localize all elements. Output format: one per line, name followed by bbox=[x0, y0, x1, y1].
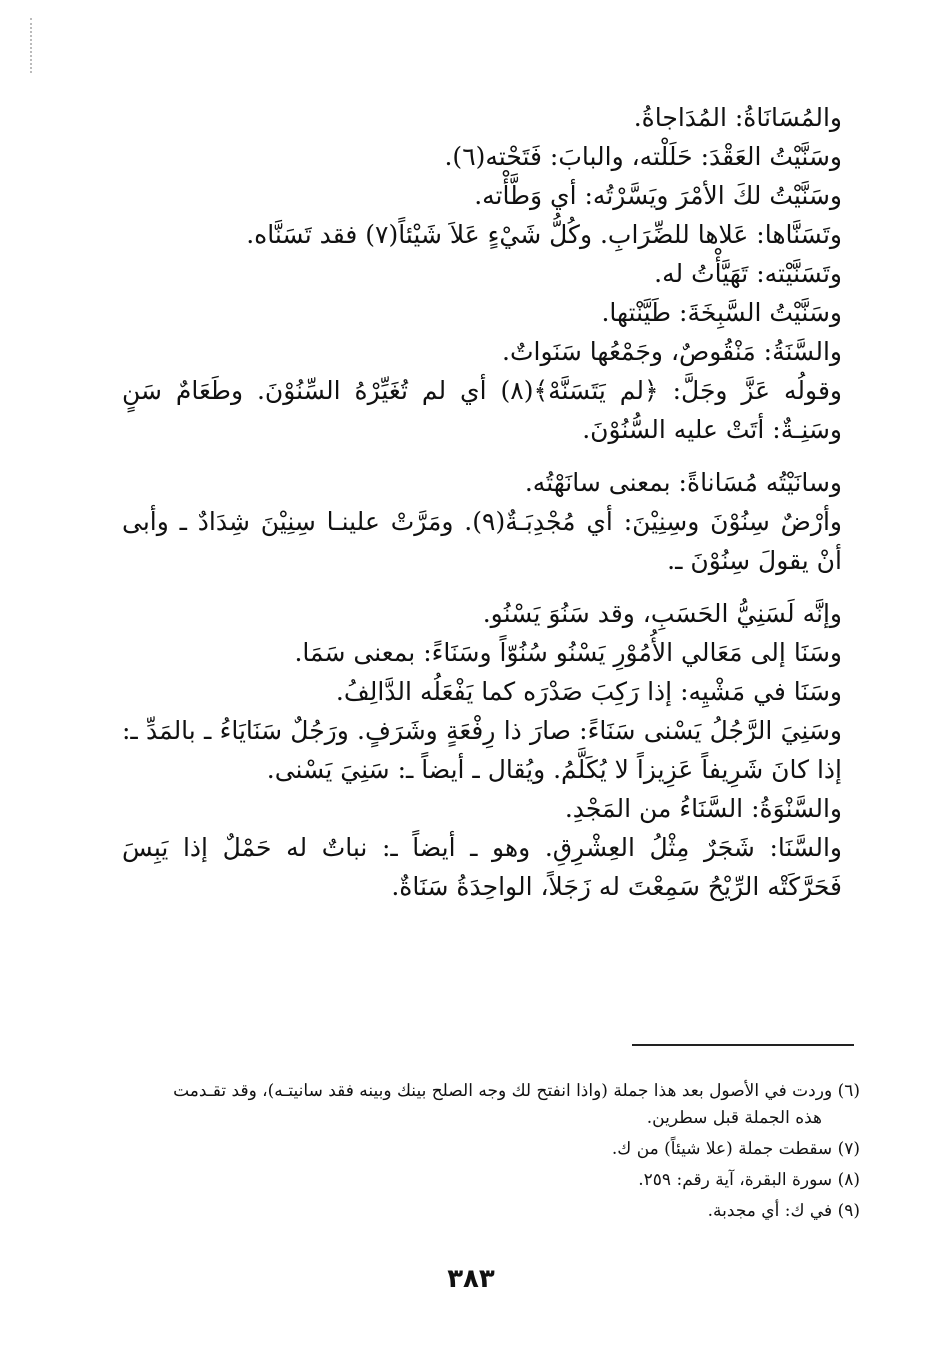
page-number: ٣٨٣ bbox=[447, 1264, 495, 1294]
body-line-15: والسَّنْوَةُ: السَّنَاءُ من المَجْدِ. bbox=[564, 794, 842, 823]
body-line-6: وسَنَّيْتُ السَّبِخَةَ: طَيَّنْتها. bbox=[601, 298, 842, 327]
footnote-8: (٨) سورة البقرة، آية رقم: ٢٥٩. bbox=[638, 1170, 860, 1190]
body-line-7: والسَّنَةُ: مَنْقُوصٌ، وجَمْعُها سَنَواتٌ. bbox=[502, 337, 842, 366]
footnote-separator bbox=[632, 1044, 854, 1046]
footnotes-block bbox=[140, 1078, 860, 1229]
body-line-12: وسَنَا إلى مَعَالي الأُمُوْرِ يَسْنُو سُنُوّاً وسَنَاءً: بمعنى سَمَا. bbox=[294, 638, 842, 667]
body-line-14: وسَنِيَ الرَّجُلُ يَسْنى سَنَاءً: صارَ ذا رِفْعَةٍ وشَرَفٍ. ورَجُلٌ سَنَايَاءُ ـ بالمَدِّ ـ: إذا كانَ شَرِيفاً عَزِيزاً لا يُكَلَّمُ. ويُقال ـ أيضاً ـ: سَنِيَ يَسْنى. bbox=[122, 716, 842, 784]
scan-margin-marks bbox=[30, 18, 35, 73]
footnote-7: (٧) سقطت جملة (علا شيئاً) من ك. bbox=[611, 1139, 860, 1159]
body-line-5: وتَسَنَّيْته: تَهَيَّأْتُ له. bbox=[654, 259, 842, 288]
body-line-8: وقولُه عَزَّ وجَلَّ: ﴿لم يَتَسَنَّهْ﴾(٨) أي لم تُغَيِّرْهُ السِّنُوْنَ. وطَعَامٌ سَنٍ وسَنِـةٌ: أتَتْ عليه السُّنُوْنَ. bbox=[122, 376, 842, 444]
footnote-6-line-2: هذه الجملة قبل سطرين. bbox=[646, 1108, 822, 1128]
body-line-3: وسَنَّيْتُ لكَ الأمْرَ ويَسَّرْتُه: أي وَطَّأْته. bbox=[474, 181, 842, 210]
footnote-6 bbox=[140, 1078, 860, 1132]
body-line-2: وسَنَّيْتُ العَقْدَ: حَلَلْته، والبابَ: فَتَحْته(٦). bbox=[444, 142, 842, 171]
body-line-10: وأرْضٌ سِنُوْنَ وسِنِيْنَ: أي مُجْدِبَـةٌ(٩). ومَرَّتْ علينـا سِنِيْنَ شِدَادٌ ـ وأبى أنْ يقولَ سِنُوْنَ ـ. bbox=[122, 507, 842, 575]
footnote-9: (٩) في ك: أي مجدبة. bbox=[707, 1201, 860, 1221]
main-text-block bbox=[122, 98, 842, 906]
footnote-6-line-1: (٦) وردت في الأصول بعد هذا جملة (واذا انفتح لك وجه الصلح بينك وبينه فقد سانيتـه)، وقد تقـدمت bbox=[173, 1081, 860, 1101]
body-line-4: وتَسَنَّاها: عَلاها للضِّرَابِ. وكُلُّ شَيْءٍ عَلاَ شَيْئاً(٧) فقد تَسَنَّاه. bbox=[246, 220, 842, 249]
body-line-11: وإنَّه لَسَنِيُّ الحَسَبِ، وقد سَنُوَ يَسْنُو. bbox=[482, 599, 842, 628]
body-line-13: وسَنَا في مَشْيِه: إذا رَكِبَ صَدْرَه كما يَفْعَلُه الدَّالِفُ. bbox=[335, 677, 842, 706]
body-line-9: وسانَيْتُه مُسَاناةً: بمعنى سانَهْتُه. bbox=[524, 468, 842, 497]
body-line-1: والمُسَانَاةُ: المُدَاجاةُ. bbox=[633, 103, 842, 132]
body-line-16: والسَّنَا: شَجَرٌ مِثْلُ العِشْرِقِ. وهو ـ أيضاً ـ: نباتٌ له حَمْلٌ إذا يَبِسَ فَحَرَّكَتْه الرِّيْحُ سَمِعْتَ له زَجَلاً، الواحِدَةُ سَنَاةٌ. bbox=[122, 833, 842, 901]
